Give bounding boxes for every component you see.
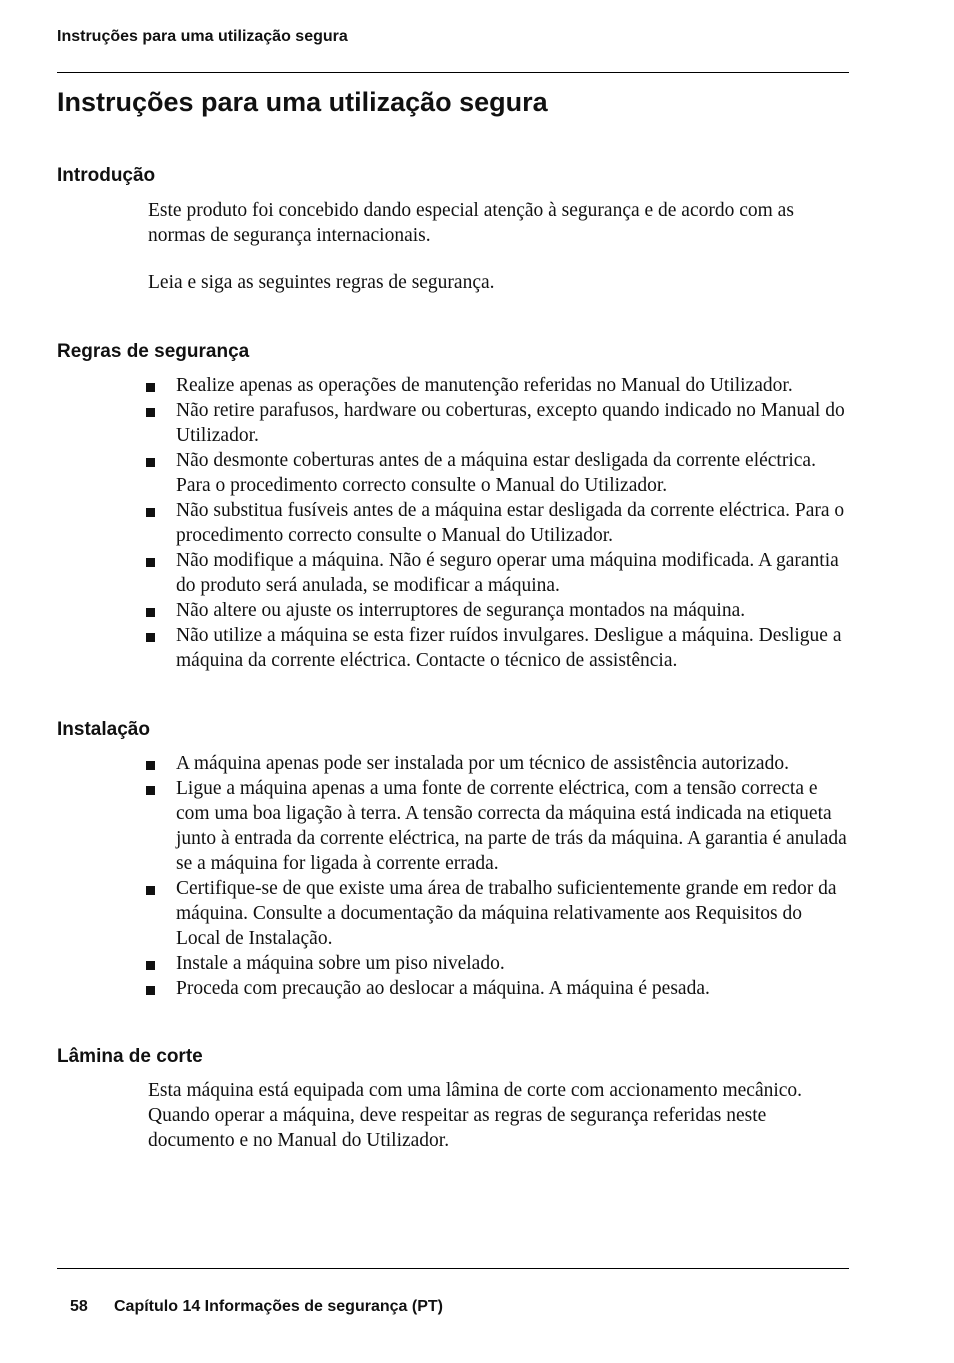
bullet-square-icon [146,961,155,970]
blade-paragraph: Esta máquina está equipada com uma lâmina de corte com accionamento mecânico. Quando operar a máquina, deve respeitar as regras de segurança referidas neste documento e no Manual do Utilizador. [148,1080,803,1151]
list-item-text: Não desmonte coberturas antes de a máquina estar desligada da corrente eléctrica. Para o procedimento correcto consulte o Manual do Utilizador. [176,450,816,496]
section-heading-install: Instalação [57,719,150,740]
header-divider [57,72,849,73]
bullet-square-icon [146,633,155,642]
list-item-text: Certifique-se de que existe uma área de trabalho suficientemente grande em redor da máquina. Consulte a documentação da máquina relativamente aos Requisitos do Local de Instalação. [176,878,837,949]
bullet-square-icon [146,558,155,567]
install-list [146,751,851,1001]
bullet-square-icon [146,886,155,895]
list-item-text: Não modifique a máquina. Não é seguro operar uma máquina modificada. A garantia do produto será anulada, se modificar a máquina. [176,550,839,596]
list-item [146,598,851,623]
list-item [146,498,851,548]
rules-list [146,373,851,673]
bullet-square-icon [146,383,155,392]
list-item [146,398,851,448]
footer-chapter-title: Capítulo 14 Informações de segurança (PT) [114,1298,443,1315]
list-item [146,373,851,398]
bullet-square-icon [146,786,155,795]
list-item-text: Ligue a máquina apenas a uma fonte de corrente eléctrica, com a tensão correcta e com uma boa ligação à terra. A tensão correcta da máquina está indicada na etiqueta junto à entrada da corrente eléctrica, na parte de trás da máquina. A garantia é anulada se a máquina for ligada à corrente errada. [176,778,847,874]
list-item-text: Não utilize a máquina se esta fizer ruídos invulgares. Desligue a máquina. Desligue a máquina da corrente eléctrica. Contacte o técnico de assistência. [176,625,842,671]
list-item-text: Instale a máquina sobre um piso nivelado. [176,953,505,974]
list-item [146,548,851,598]
running-header: Instruções para uma utilização segura [57,28,348,45]
section-heading-rules: Regras de segurança [57,341,250,362]
list-item [146,951,851,976]
list-item-text: Não substitua fusíveis antes de a máquina estar desligada da corrente eléctrica. Para o procedimento correcto consulte o Manual do Utilizador. [176,500,845,546]
bullet-square-icon [146,986,155,995]
list-item-text: A máquina apenas pode ser instalada por um técnico de assistência autorizado. [176,753,789,774]
bullet-square-icon [146,608,155,617]
page-number: 58 [70,1298,88,1315]
list-item-text: Realize apenas as operações de manutenção referidas no Manual do Utilizador. [176,375,793,396]
section-heading-intro: Introdução [57,165,156,186]
list-item [146,448,851,498]
list-item-text: Proceda com precaução ao deslocar a máquina. A máquina é pesada. [176,978,710,999]
intro-paragraph: Este produto foi concebido dando especial atenção à segurança e de acordo com as normas de segurança internacionais. [148,200,794,246]
list-item-text: Não retire parafusos, hardware ou coberturas, excepto quando indicado no Manual do Utilizador. [176,400,845,446]
intro-paragraph: Leia e siga as seguintes regras de segurança. [148,272,495,293]
page-title: Instruções para uma utilização segura [57,87,548,117]
bullet-square-icon [146,408,155,417]
section-heading-blade: Lâmina de corte [57,1046,203,1067]
list-item [146,623,851,673]
list-item [146,976,851,1001]
bullet-square-icon [146,458,155,467]
list-item [146,876,851,951]
footer-divider [57,1268,849,1269]
list-item [146,751,851,776]
list-item-text: Não altere ou ajuste os interruptores de segurança montados na máquina. [176,600,746,621]
intro-body [148,198,850,295]
bullet-square-icon [146,508,155,517]
bullet-square-icon [146,761,155,770]
list-item [146,776,851,876]
blade-body [148,1078,850,1153]
